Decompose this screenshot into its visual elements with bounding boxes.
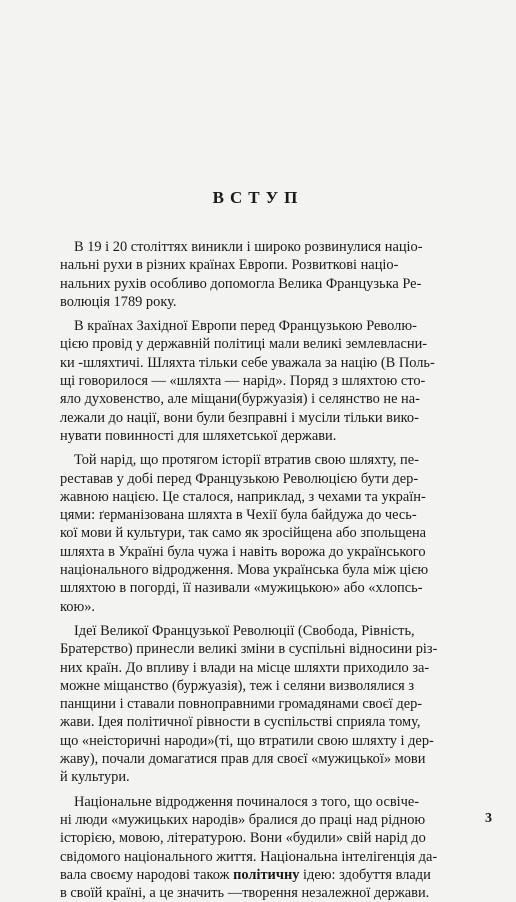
text-line: волюція 1789 року. [60,293,177,310]
page-title: ВСТУП [212,188,304,207]
text-line: й культури. [60,769,130,786]
text-line: жавною нацією. Це сталося, наприклад, з чехами та україн- [60,488,426,505]
page-number: 3 [485,811,492,826]
text-line: можне міщанство (буржуазія), теж і селяни визволялися з [60,677,415,694]
text-line: національного відродження. Мова українська була між цією [60,562,429,579]
text-line: них країн. До впливу і влади на місце шляхти приходило за- [60,659,430,676]
text-line: В країнах Західної Европи перед Французькою Револю- [74,318,417,335]
text-line: ки -шляхтичі. Шляхта тільки себе уважала за націю (В Поль- [60,354,435,371]
paragraph-5 [60,793,482,902]
paragraph-4 [60,622,482,787]
text-line: кої мови й культури, так само як зросійщена або зпольщена [60,525,427,542]
text-line: Той нарід, що протягом історії втратив свою шляхту, пе- [74,452,419,469]
text-line: нальні рухи в різних країнах Европи. Розвиткові націо- [60,257,399,274]
text-line: цями: ґерманізована шляхта в Чехії була байдужа до чесь- [60,507,417,524]
text-line: панщини і ставали повноправними громадянами своєї дер- [60,696,423,713]
text-line: вала своєму народові також політичну ідею: здобуття влади [60,866,431,883]
text-line: шляхта в Україні була чужа і навіть ворожа до українського [60,543,426,560]
text-line: жави. Ідея політичної рівности в суспільстві сприяла тому, [60,714,421,731]
text-line: ні люди «мужицьких народів» бралися до праці над рідною [60,811,426,828]
paragraph-3 [60,451,482,616]
text-line: Ідеї Великої Французької Революції (Свобода, Рівність, [74,622,415,639]
text-line: В 19 і 20 століттях виникли і широко розвинулися націо- [74,239,423,255]
text-line: жаву), почали домагатися прав для своєї «мужицької» мови [60,751,426,768]
text-line: в своїй країні, а це значить —творення незалежної держави. [60,885,430,902]
text-line: реставав у добі перед Французькою Революцією бути дер- [60,470,419,487]
body-text [60,238,482,902]
text-line: нувати повинності для шляхетської держави. [60,427,337,444]
paragraph-2 [60,317,482,445]
text-line: щі говорилося — «шляхта — нарід». Поряд з шляхтою сто- [60,373,426,390]
text-line: історією, мовою, літературою. Вони «будили» свій нарід до [60,830,426,847]
text-line: кою». [60,598,95,615]
text-line: свідомого національного життя. Національна інтелігенція да- [60,848,438,865]
text-line: шляхтою в погорді, її називали «мужицькою» або «хлопсь- [60,580,423,597]
text-line: яло духовенство, але міщани(буржуазія) і селянство не на- [60,391,420,408]
text-line: нальних рухів особливо допомогла Велика Французька Ре- [60,275,422,292]
text-line: цією провід у державній політиці мали великі землевласни- [60,336,428,353]
paragraph-1 [60,238,482,311]
text-line: Національне відродження починалося з того, що освіче- [74,793,420,810]
text-line: що «неісторичні народи»(ті, що втратили свою шляхту і дер- [60,732,434,749]
text-line: лежали до нації, вони були безправні і мусіли тільки вико- [60,409,419,426]
text-line: Братерство) принесли великі зміни в суспільні відносини різ- [60,641,438,658]
